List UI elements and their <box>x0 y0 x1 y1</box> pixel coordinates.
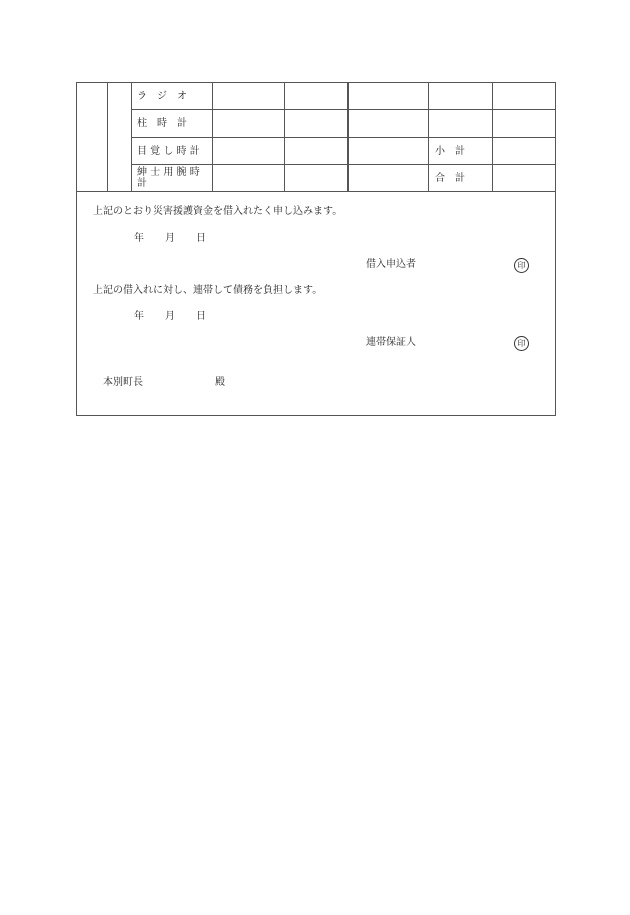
item-label-wall-clock: 柱 時 計 <box>137 118 187 129</box>
col-divider <box>212 83 213 191</box>
item-label-alarm-clock: 目 覚 し 時 計 <box>137 146 200 157</box>
guarantor-label: 連帯保証人 <box>366 337 416 348</box>
total-label: 合 計 <box>435 173 465 184</box>
addressee-honorific: 殿 <box>215 377 225 388</box>
application-date-year: 年 <box>134 233 144 244</box>
subtotal-label: 小 計 <box>435 146 465 157</box>
applicant-label: 借入申込者 <box>366 259 416 270</box>
table-bottom-border <box>77 191 556 192</box>
col-divider <box>492 83 493 191</box>
application-form <box>76 82 556 416</box>
application-statement: 上記のとおり災害援護資金を借入れたく申し込みます。 <box>93 206 343 217</box>
guarantee-date-year: 年 <box>134 311 144 322</box>
col-divider <box>107 83 108 191</box>
guarantee-date-day: 日 <box>196 311 206 322</box>
guarantor-seal-mark: 印 <box>514 336 529 351</box>
item-label-radio: ラ ジ オ <box>137 91 187 102</box>
col-divider-thick <box>347 83 349 191</box>
item-label-mens-watch: 紳 士 用 腕 時 計 <box>137 167 200 189</box>
guarantee-statement: 上記の借入れに対し、連帯して債務を負担します。 <box>93 285 323 296</box>
applicant-seal-mark: 印 <box>514 258 529 273</box>
guarantee-date-month: 月 <box>165 311 175 322</box>
col-divider <box>428 83 429 191</box>
application-date-month: 月 <box>165 233 175 244</box>
col-divider <box>131 83 132 191</box>
application-date-day: 日 <box>196 233 206 244</box>
col-divider <box>284 83 285 191</box>
addressee-name: 本別町長 <box>103 377 143 388</box>
